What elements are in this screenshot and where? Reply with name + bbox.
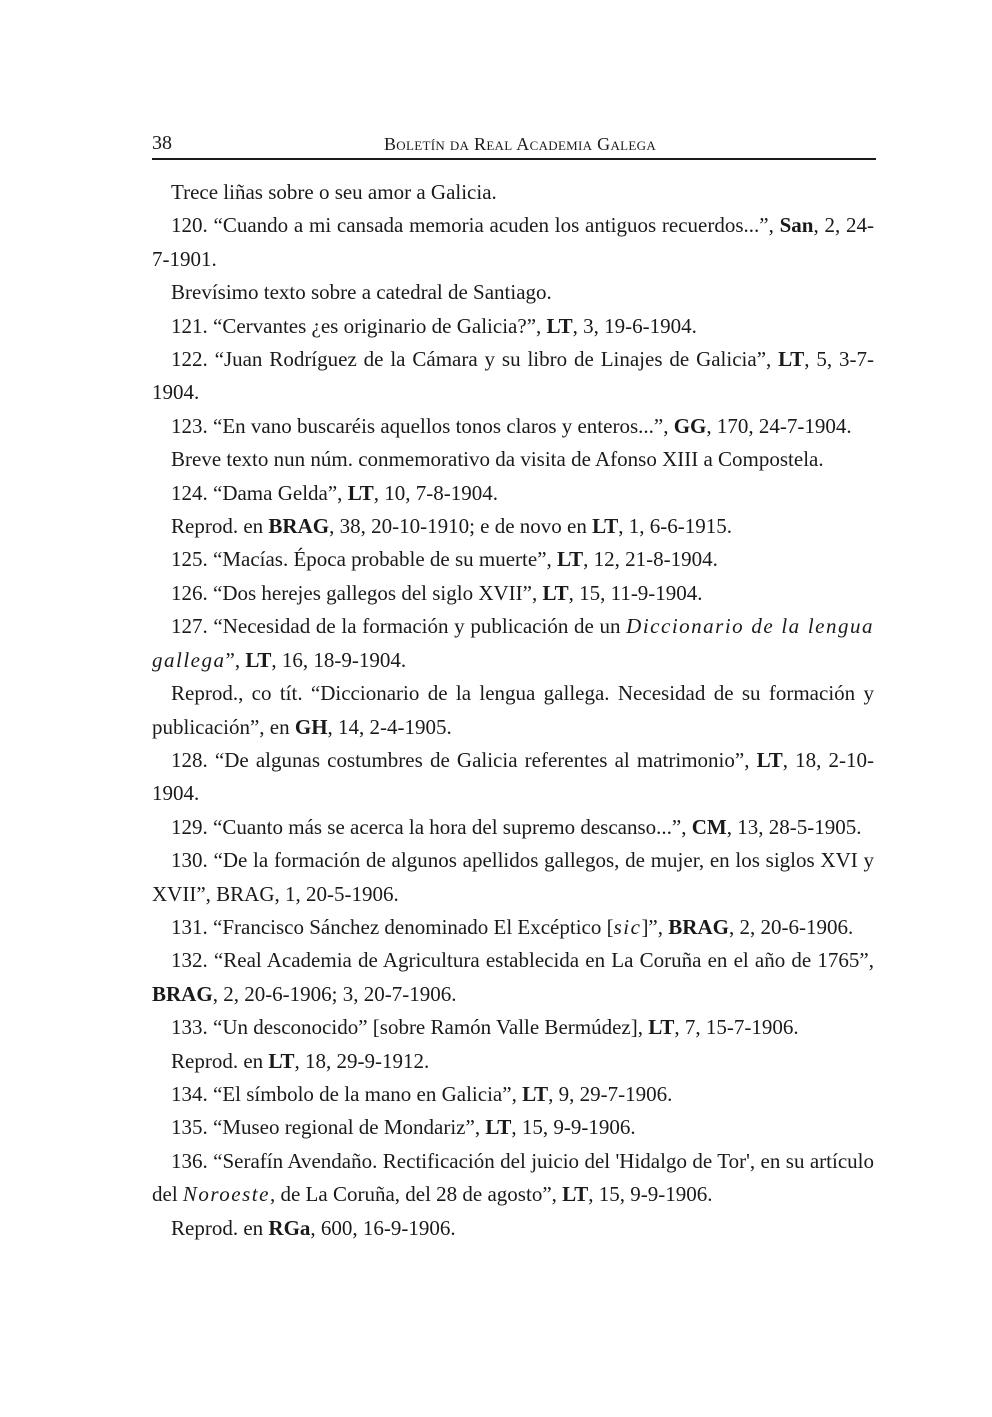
running-header [152,132,876,160]
entry-136: 136. “Serafín Avendaño. Rectificación del juicio del 'Hidalgo de Tor', en su artículo del Noroeste, de La Coruña, del 28 de agosto”, LT, 15, 9-9-1906. [152,1148,874,1207]
entry-128: 128. “De algunas costumbres de Galicia referentes al matrimonio”, LT, 18, 2-10-1904. [152,747,874,806]
bibliography-list [152,176,874,1245]
entry-124: 124. “Dama Gelda”, LT, 10, 7-8-1904. [171,480,499,505]
running-title: Boletín da Real Academia Galega [384,134,657,154]
entry-135: 135. “Museo regional de Mondariz”, LT, 15, 9-9-1906. [171,1115,636,1140]
entry-129: 129. “Cuanto más se acerca la hora del supremo descanso...”, CM, 13, 28-5-1905. [171,814,862,839]
entry-132: 132. “Real Academia de Agricultura establecida en La Coruña en el año de 1765”, BRAG, 2, 20-6-1906; 3, 20-7-1906. [152,948,874,1006]
entry-121: 121. “Cervantes ¿es originario de Galicia?”, LT, 3, 19-6-1904. [171,313,697,338]
entry-131: 131. “Francisco Sánchez denominado El Excéptico [sic]”, BRAG, 2, 20-6-1906. [171,914,854,939]
entry-126: 126. “Dos herejes gallegos del siglo XVII”, LT, 15, 11-9-1904. [171,580,703,605]
entry-text: Trece liñas sobre o seu amor a Galicia. [171,180,497,204]
entry-133: 133. “Un desconocido” [sobre Ramón Valle Bermúdez], LT, 7, 15-7-1906. [171,1015,799,1040]
page-number: 38 [152,132,172,154]
entry-134: 134. “El símbolo de la mano en Galicia”, LT, 9, 29-7-1906. [171,1081,673,1106]
entry-127: 127. “Necesidad de la formación y publicación de un Diccionario de la lengua gallega”, LT, 16, 18-9-1904. [152,614,874,672]
entry-reprint: Reprod. en RGa, 600, 16-9-1906. [171,1215,456,1240]
entry-130: 130. “De la formación de algunos apellidos gallegos, de mujer, en los siglos XVI y XVII”, BRAG, 1, 20-5-1906. [152,848,874,906]
entry-120: 120. “Cuando a mi cansada memoria acuden los antiguos recuerdos...”, San, 2, 24-7-1901. [152,213,874,271]
entry-125: 125. “Macías. Época probable de su muerte”, LT, 12, 21-8-1904. [171,547,718,572]
entry-123: 123. “En vano buscaréis aquellos tonos claros y enteros...”, GG, 170, 24-7-1904. [171,413,852,438]
entry-reprint: Reprod. en BRAG, 38, 20-10-1910; e de novo en LT, 1, 6-6-1915. [171,514,732,539]
entry-text: Brevísimo texto sobre a catedral de Santiago. [171,280,552,305]
entry-reprint: Reprod., co tít. “Diccionario de la lengua gallega. Necesidad de su formación y publicación”, en GH, 14, 2-4-1905. [152,681,874,739]
entry-text: Breve texto nun núm. conmemorativo da visita de Afonso XIII a Compostela. [171,447,824,472]
entry-122: 122. “Juan Rodríguez de la Cámara y su libro de Linajes de Galicia”, LT, 5, 3-7-1904. [152,347,874,405]
entry-reprint: Reprod. en LT, 18, 29-9-1912. [171,1048,430,1073]
